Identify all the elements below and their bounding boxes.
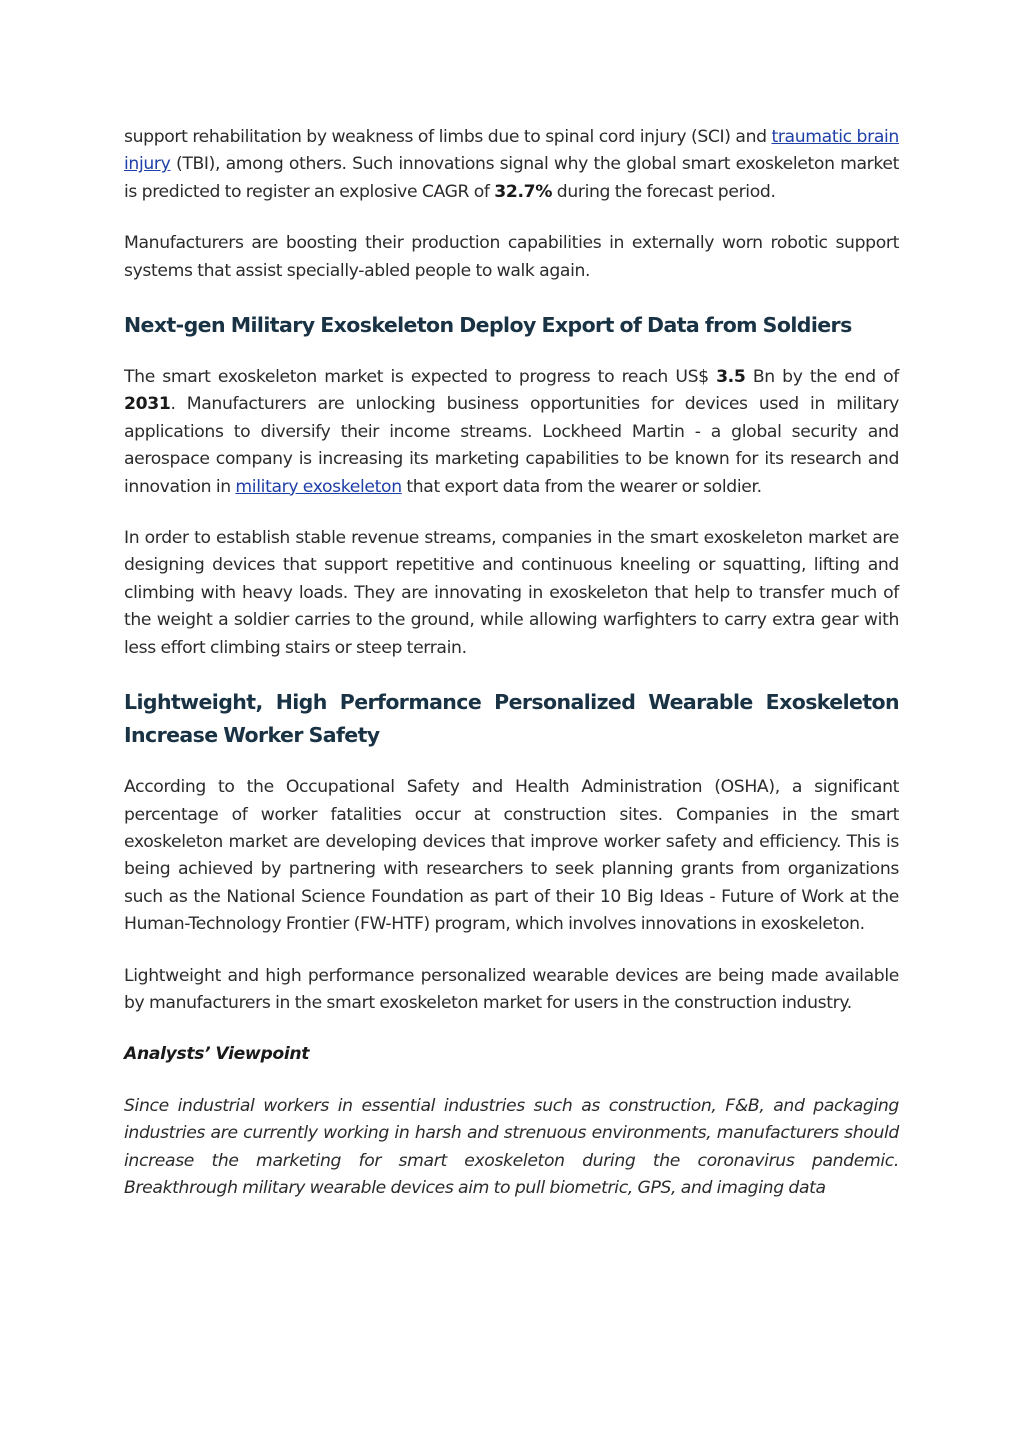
paragraph-revenue-streams: In order to establish stable revenue streams, companies in the smart exoskeleton market are designing devices that support repetitive and continuous kneeling or squatting, lifting and climbing with heavy loads. They are innovating in exoskeleton that help to transfer much of the weight a soldier carries to the ground, while allowing warfighters to carry extra gear with less effort climbing stairs or steep terrain.	[124, 528, 899, 658]
military-exoskeleton-link[interactable]: military exoskeleton	[235, 476, 402, 497]
paragraph-osha: According to the Occupational Safety and Health Administration (OSHA), a significant percentage of worker fatalities occur at construction sites. Companies in the smart exoskeleton market are developing devices that improve worker safety and efficiency. This is being achieved by partnering with researchers to seek planning grants from organizations such as the National Science Foundation as part of their 10 Big Ideas - Future of Work at the Human-Technology Frontier (FW-HTF) program, which involves innovations in exoskeleton.	[124, 777, 899, 935]
analysts-viewpoint-heading: Analysts’ Viewpoint	[124, 1044, 310, 1065]
heading-worker-safety: Lightweight, High Performance Personalized Wearable Exoskeleton Increase Worker Safety	[124, 690, 899, 748]
paragraph-market-progress: The smart exoskeleton market is expected to progress to reach US$ 3.5 Bn by the end of 2031. Manufacturers are unlocking business opportunities for devices used in military applications to diversify their income streams. Lockheed Martin - a global security and aerospace company is increasing its marketing capabilities to be known for its research and innovation in military exoskeleton that export data from the wearer or soldier.	[124, 367, 899, 497]
cagr-value: 32.7%	[494, 181, 553, 202]
paragraph-manufacturers: Manufacturers are boosting their production capabilities in externally worn robotic support systems that assist specially-abled people to walk again.	[124, 233, 899, 281]
market-value: 3.5	[716, 367, 746, 388]
document-page	[124, 124, 899, 1226]
heading-military-exoskeleton: Next-gen Military Exoskeleton Deploy Export of Data from Soldiers	[124, 313, 852, 338]
paragraph-rehabilitation: support rehabilitation by weakness of limbs due to spinal cord injury (SCI) and traumatic brain injury (TBI), among others. Such innovations signal why the global smart exoskeleton market is predicted to register an explosive CAGR of 32.7% during the forecast period.	[124, 127, 899, 202]
traumatic-brain-injury-link[interactable]: traumatic brain injury	[124, 127, 899, 175]
target-year: 2031	[124, 394, 171, 415]
paragraph-lightweight-devices: Lightweight and high performance personalized wearable devices are being made available by manufacturers in the smart exoskeleton market for users in the construction industry.	[124, 965, 899, 1013]
paragraph-analysts-viewpoint: Since industrial workers in essential industries such as construction, F&B, and packaging industries are currently working in harsh and strenuous environments, manufacturers should increase the marketing for smart exoskeleton during the coronavirus pandemic. Breakthrough military wearable devices aim to pull biometric, GPS, and imaging data	[124, 1095, 899, 1198]
